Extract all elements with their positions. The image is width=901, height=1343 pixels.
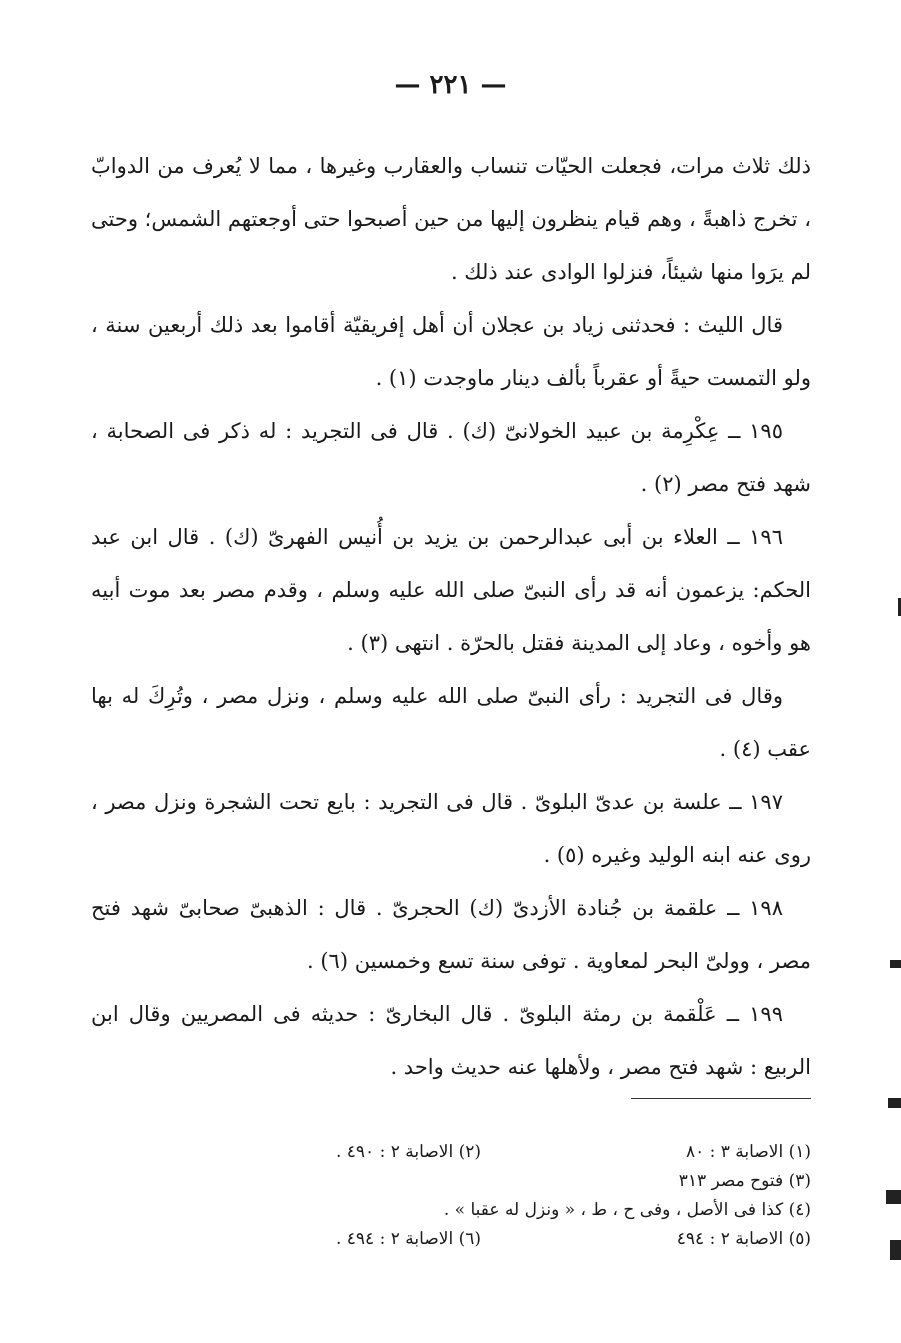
entry-195: ١٩٥ ــ عِكْرِمة بن عبيد الخولانىّ (ك) . قال فى التجريد : له ذكر فى الصحابة ، شهد فتح مصر (٢) . (91, 419, 811, 496)
footnote-2: (٢) الاصابة ٢ : ٤٩٠ . (335, 1142, 481, 1162)
main-text (91, 140, 811, 1094)
entry-199: ١٩٩ ــ عَلْقمة بن رمثة البلوىّ . قال البخارىّ : حديثه فى المصريين وقال ابن الربيع : شهد فتح مصر ، ولأهلها عنه حديث واحد . (91, 1002, 811, 1079)
paragraph: قال الليث : فحدثنى زياد بن عجلان أن أهل إفريقيّة أقاموا بعد ذلك أربعين سنة ، ولو التمست حيةً أو عقرباً بألف دينار ماوجدت (١) . (91, 313, 811, 390)
footnote-5: (٥) الاصابة ٢ : ٤٩٤ (676, 1229, 811, 1249)
footnotes (91, 1138, 811, 1254)
entry-198: ١٩٨ ــ علقمة بن جُنادة الأزدىّ (ك) الحجرىّ . قال : الذهبىّ صحابىّ شهد فتح مصر ، وولىّ البحر لمعاوية . توفى سنة تسع وخمسين (٦) . (91, 896, 811, 973)
scan-edge-mark (886, 1190, 901, 1204)
page-number: — ٢٢١ — (394, 70, 507, 100)
entry-196: ١٩٦ ــ العلاء بن أبى عبدالرحمن بن يزيد بن أُنيس الفهرىّ (ك) . قال ابن عبد الحكم: يزعمون أنه قد رأى النبىّ صلى الله عليه وسلم ، وقدم مصر بعد موت أبيه هو وأخوه ، وعاد إلى المدينة فقتل بالحرّة . انتهى (٣) . (91, 525, 811, 655)
footnote-row (91, 1225, 811, 1254)
footnote-4: (٤) كذا فى الأصل ، وفى ح ، ط ، « ونزل له عقبا » . (443, 1200, 811, 1220)
footnote-row (91, 1196, 811, 1225)
scan-edge-mark (890, 960, 901, 968)
footnote-6: (٦) الاصابة ٢ : ٤٩٤ . (335, 1229, 481, 1249)
footnote-1: (١) الاصابة ٣ : ٨٠ (685, 1142, 811, 1162)
scan-edge-mark (890, 1240, 901, 1260)
paragraph: ذلك ثلاث مرات، فجعلت الحيّات تنساب والعقارب وغيرها ، مما لا يُعرف من الدوابّ ، تخرج ذاهبةً ، وهم قيام ينظرون إليها من حين أصبحوا حتى أوجعتهم الشمس؛ وحتى لم يرَوا منها شيئاً، فنزلوا الوادى عند ذلك . (91, 154, 811, 284)
paragraph: وقال فى التجريد : رأى النبىّ صلى الله عليه وسلم ، ونزل مصر ، وتُرِكَ له بها عقب (٤) . (91, 684, 811, 761)
entry-197: ١٩٧ ــ علسة بن عدىّ البلوىّ . قال فى التجريد : بايع تحت الشجرة ونزل مصر ، روى عنه ابنه الوليد وغيره (٥) . (91, 790, 811, 867)
footnote-3: (٣) فتوح مصر ٣١٣ (678, 1171, 811, 1191)
footnote-row (91, 1138, 811, 1167)
footnote-divider (631, 1098, 811, 1099)
footnote-row (91, 1167, 811, 1196)
scan-edge-mark (888, 1098, 901, 1108)
